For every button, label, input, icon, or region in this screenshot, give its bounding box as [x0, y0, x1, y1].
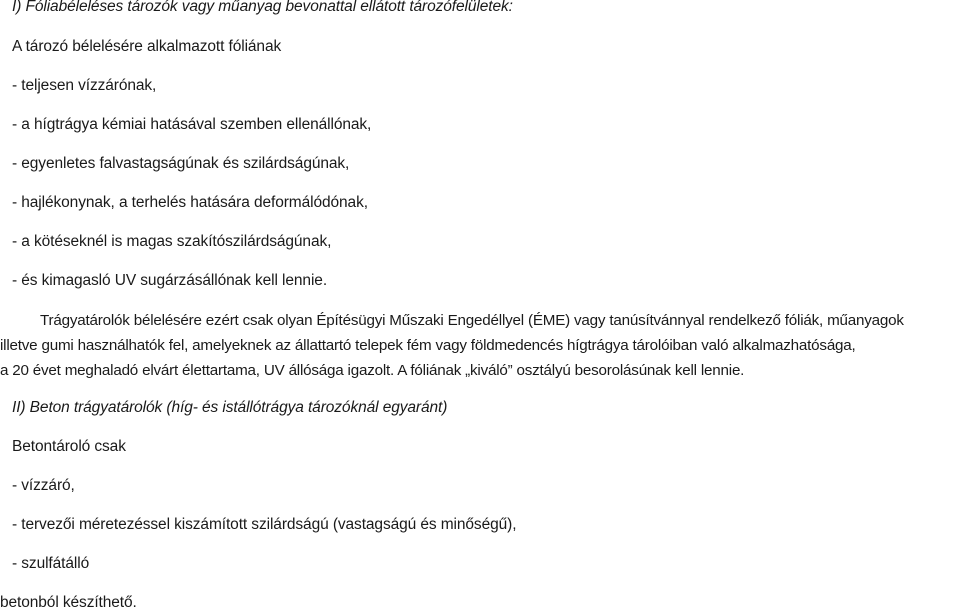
section1-paragraph-line: a 20 évet meghaladó elvárt élettartama, UV állósága igazolt. A fóliának „kiváló” osztályú besorolásúnak kell lennie.: [0, 362, 745, 379]
section1-paragraph-line: illetve gumi használhatók fel, amelyeknek az állattartó telepek fém vagy földmedencés hígtrágya tárolóiban való alkalmazhatósága,: [0, 337, 856, 354]
section2-requirement: - szulfátálló: [12, 555, 90, 572]
section1-requirement: - egyenletes falvastagságúnak és szilárdságúnak,: [12, 155, 350, 172]
section1-heading: I) Fóliabéleléses tározók vagy műanyag bevonattal ellátott tározófelületek:: [12, 0, 513, 15]
section1-requirement: - hajlékonynak, a terhelés hatására deformálódónak,: [12, 194, 368, 211]
section2-requirement: - tervezői méretezéssel kiszámított szilárdságú (vastagságú és minőségű),: [12, 516, 517, 533]
section1-requirement: - a kötéseknél is magas szakítószilárdságúnak,: [12, 233, 332, 250]
section1-requirement: - teljesen vízzárónak,: [12, 77, 157, 94]
section1-paragraph-line: Trágyatárolók bélelésére ezért csak olyan Építésügyi Műszaki Engedéllyel (ÉME) vagy tanúsítvánnyal rendelkező fóliák, műanyagok: [40, 312, 904, 329]
section2-intro: Betontároló csak: [12, 438, 126, 455]
section1-requirement: - és kimagasló UV sugárzásállónak kell lennie.: [12, 272, 328, 289]
section2-requirement: - vízzáró,: [12, 477, 75, 494]
section2-heading: II) Beton trágyatárolók (híg- és istállótrágya tározóknál egyaránt): [12, 399, 448, 416]
section2-closing: betonból készíthető.: [0, 594, 137, 611]
section1-intro: A tározó bélelésére alkalmazott fóliának: [12, 38, 282, 55]
section1-requirement: - a hígtrágya kémiai hatásával szemben ellenállónak,: [12, 116, 372, 133]
